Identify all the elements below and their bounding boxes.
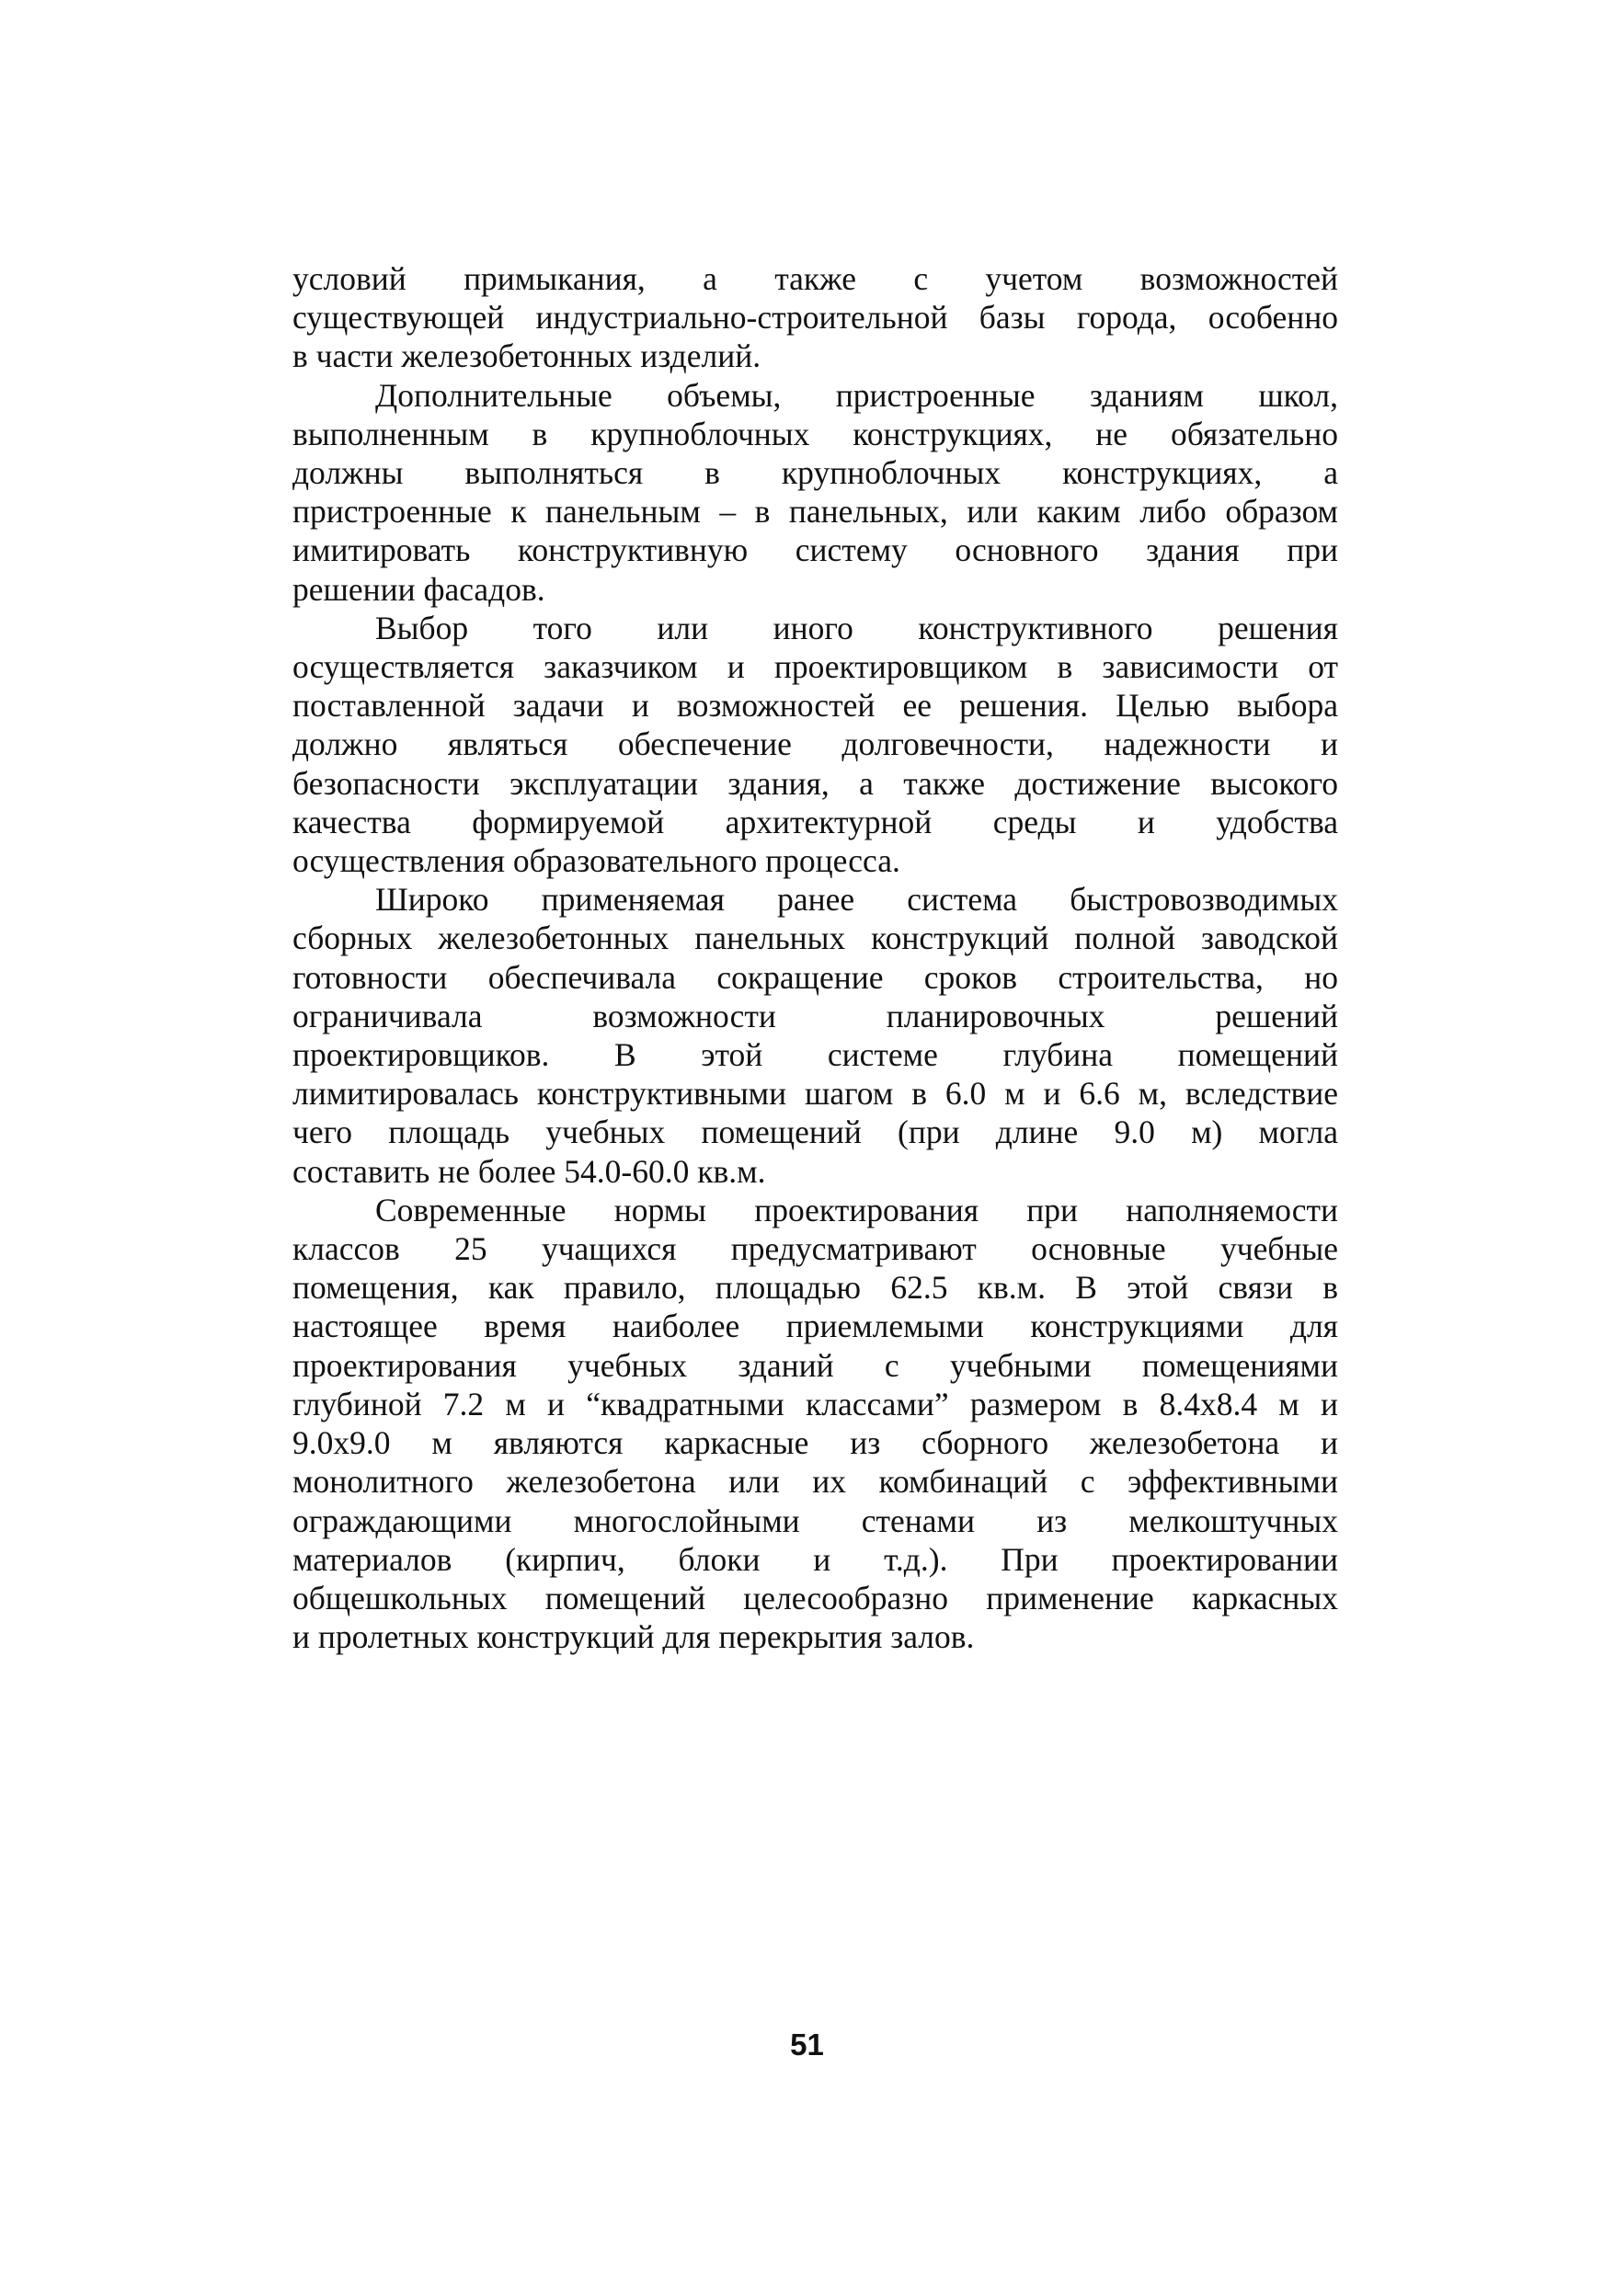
- text-line: Дополнительные объемы, пристроенные зданиям школ,: [375, 376, 1338, 414]
- text-line: ограничивала возможности планировочных решений: [292, 997, 1338, 1034]
- text-line: классов 25 учащихся предусматривают основные учебные: [292, 1230, 1338, 1268]
- text-line: и пролетных конструкций для перекрытия залов.: [292, 1618, 975, 1656]
- text-line: монолитного железобетона или их комбинаций с эффективными: [292, 1463, 1338, 1501]
- text-line: глубиной 7.2 м и “квадратными классами” размером в 8.4х8.4 м и: [292, 1385, 1338, 1422]
- text-line: осуществления образовательного процесса.: [292, 842, 900, 880]
- text-line: 9.0х9.0 м являются каркасные из сборного железобетона и: [292, 1424, 1338, 1462]
- text-line: ограждающими многослойными стенами из мелкоштучных: [292, 1502, 1338, 1539]
- text-line: настоящее время наиболее приемлемыми конструкциями для: [292, 1308, 1338, 1345]
- text-line: в части железобетонных изделий.: [292, 337, 761, 375]
- paragraph-1: [292, 259, 1338, 376]
- text-line: Широко применяемая ранее система быстровозводимых: [375, 881, 1338, 919]
- text-line: проектирования учебных зданий с учебными помещениями: [292, 1346, 1338, 1384]
- text-line: чего площадь учебных помещений (при длине 9.0 м) могла: [292, 1114, 1338, 1151]
- text-line: помещения, как правило, площадью 62.5 кв.м. В этой связи в: [292, 1269, 1338, 1307]
- text-line: сборных железобетонных панельных конструкций полной заводской: [292, 920, 1338, 957]
- text-line: условий примыкания, а также с учетом возможностей: [292, 260, 1338, 297]
- text-line: лимитировалась конструктивными шагом в 6.0 м и 6.6 м, вследствие: [292, 1075, 1338, 1113]
- text-line: проектировщиков. В этой системе глубина помещений: [292, 1036, 1338, 1074]
- text-line: решении фасадов.: [292, 570, 545, 608]
- text-line: существующей индустриально-строительной базы города, особенно: [292, 299, 1338, 337]
- text-line: имитировать конструктивную систему основного здания при: [292, 531, 1338, 569]
- text-line: осуществляется заказчиком и проектировщиком в зависимости от: [292, 648, 1338, 686]
- paragraph-4: [292, 880, 1338, 1191]
- text-line: поставленной задачи и возможностей ее решения. Целью выбора: [292, 687, 1338, 725]
- text-line: безопасности эксплуатации здания, а также достижение высокого: [292, 764, 1338, 802]
- text-line: пристроенные к панельным – в панельных, или каким либо образом: [292, 493, 1338, 531]
- text-line: качества формируемой архитектурной среды и удобства: [292, 803, 1338, 840]
- text-line: готовности обеспечивала сокращение сроков строительства, но: [292, 958, 1338, 996]
- text-line: должно являться обеспечение долговечности, надежности и: [292, 725, 1338, 763]
- text-line: должны выполняться в крупноблочных конструкциях, а: [292, 454, 1338, 492]
- paragraph-5: [292, 1191, 1338, 1656]
- text-line: Современные нормы проектирования при наполняемости: [375, 1191, 1338, 1228]
- text-line: общешкольных помещений целесообразно применение каркасных: [292, 1579, 1338, 1616]
- page-number: 51: [790, 2028, 824, 2062]
- text-line: Выбор того или иного конструктивного решения: [375, 609, 1338, 646]
- text-line: составить не более 54.0-60.0 кв.м.: [292, 1152, 766, 1190]
- body-text: [292, 259, 1338, 1656]
- text-line: материалов (кирпич, блоки и т.д.). При проектировании: [292, 1540, 1338, 1578]
- paragraph-2: [292, 376, 1338, 609]
- text-line: выполненным в крупноблочных конструкциях, не обязательно: [292, 415, 1338, 452]
- paragraph-3: [292, 609, 1338, 880]
